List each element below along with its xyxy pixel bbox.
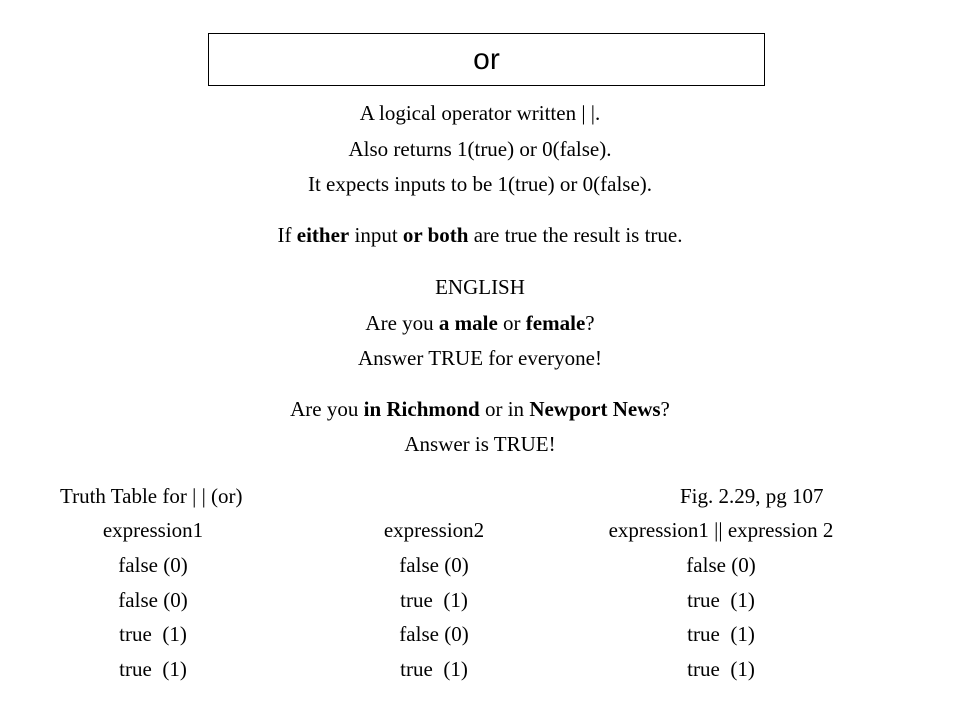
answer-1: Answer TRUE for everyone! — [358, 346, 602, 370]
table-cell: true (1) — [687, 588, 755, 612]
figure-reference: Fig. 2.29, pg 107 — [680, 484, 824, 508]
truth-table-title: Truth Table for | | (or) — [60, 484, 243, 508]
intro-line-3: It expects inputs to be 1(true) or 0(false). — [307, 172, 653, 196]
table-cell: true (1) — [400, 588, 468, 612]
slide-title-text: or — [473, 42, 500, 76]
question-1: Are you a male or female? — [365, 311, 595, 335]
table-cell: false (0) — [686, 553, 756, 577]
slide-title — [208, 33, 765, 86]
rule-line: If either input or both are true the result is true. — [277, 223, 683, 247]
table-cell: false (0) — [118, 588, 188, 612]
table-header: expression1 || expression 2 — [608, 518, 834, 542]
table-header: expression1 — [102, 518, 204, 542]
table-header: expression2 — [383, 518, 485, 542]
table-cell: true (1) — [400, 657, 468, 681]
table-cell: true (1) — [119, 657, 187, 681]
intro-line-1: A logical operator written | |. — [359, 101, 601, 125]
question-2: Are you in Richmond or in Newport News? — [290, 397, 670, 421]
table-cell: true (1) — [687, 622, 755, 646]
english-heading: ENGLISH — [435, 275, 525, 299]
table-cell: false (0) — [118, 553, 188, 577]
table-cell: false (0) — [399, 622, 469, 646]
intro-line-2: Also returns 1(true) or 0(false). — [348, 137, 612, 161]
answer-2: Answer is TRUE! — [404, 432, 556, 456]
table-cell: true (1) — [119, 622, 187, 646]
table-cell: true (1) — [687, 657, 755, 681]
table-cell: false (0) — [399, 553, 469, 577]
